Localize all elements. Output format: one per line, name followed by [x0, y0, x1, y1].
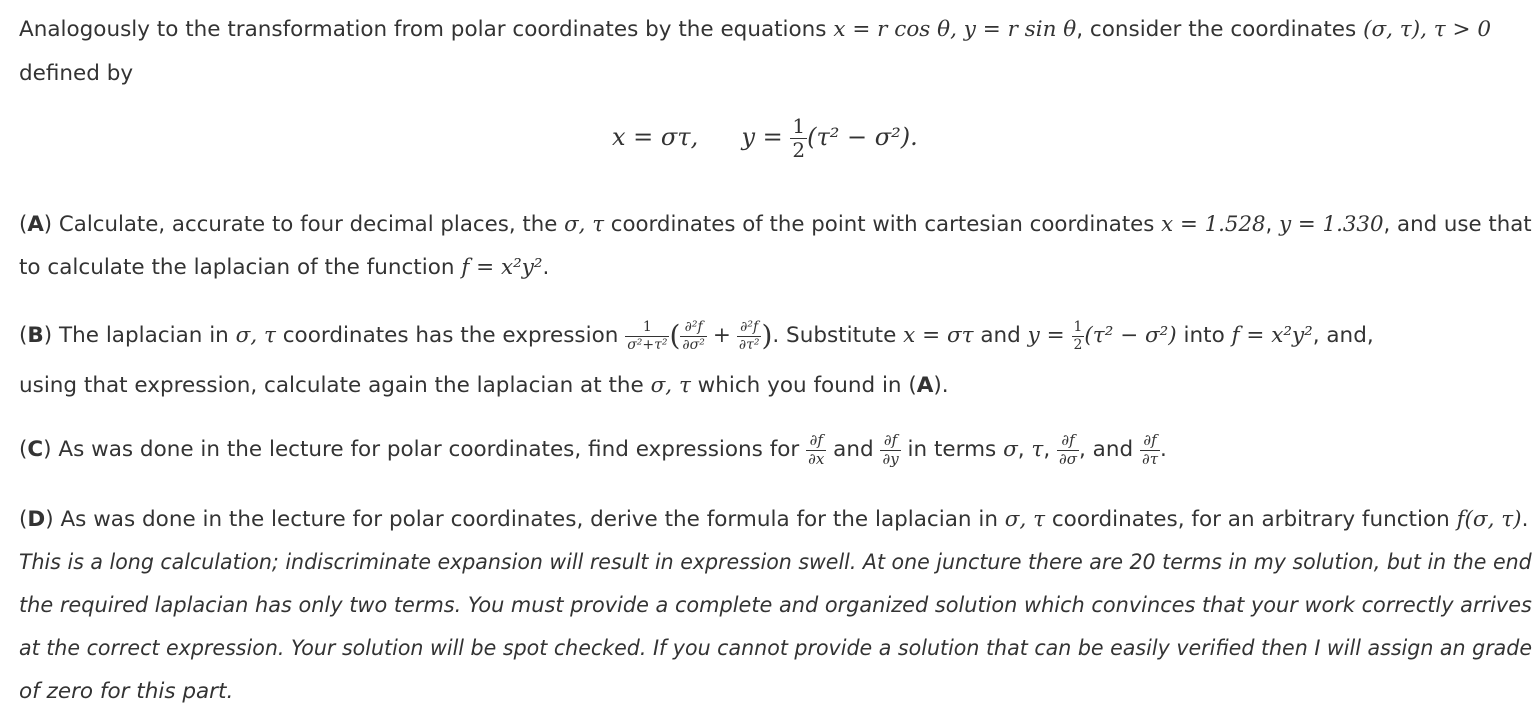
- part-d-label: D: [27, 507, 46, 532]
- part-c-text: and: [826, 437, 881, 462]
- sigma-tau: σ, τ: [1004, 507, 1046, 532]
- part-a-reference: A: [916, 373, 934, 398]
- part-b-line-1: (B) The laplacian in σ, τ coordinates has the expression $\frac{1}{\text{σ²+τ²}}$ ( $\frac{\text{∂²f}}{\text{∂σ²}}$ + $\frac{\text{∂²f}}{\text{∂τ²}}$ ). Substitute x = στ and y = $\frac{1}{2}$ (τ² − σ²) into f = x²y², and,: [19, 318, 1374, 353]
- period: .: [542, 255, 550, 280]
- part-c-line: (C) As was done in the lecture for polar coordinates, find expressions for $\frac{\partial f}{\partial x}$ and $\frac{\partial f}{\partial y}$ in terms σ, τ, $\frac{\partial f}{\partial\sigma}$ , and $\frac{\partial f}{\partial\tau}$ .: [19, 430, 1167, 468]
- part-a-line-1: (A) Calculate, accurate to four decimal places, the σ, τ coordinates of the point with cartesian coordinates x = 1.528, y = 1.330, and use that: [19, 212, 1532, 237]
- part-a-text: to calculate the laplacian of the function: [19, 255, 462, 280]
- part-b-text: . Substitute: [772, 323, 904, 348]
- part-d-note-1: This is a long calculation; indiscriminate expansion will result in expression swell. At one juncture there are 20 terms in my solution, but in the end: [19, 550, 1532, 575]
- half-fraction: $\frac{1}{2}$: [792, 114, 806, 162]
- y-equation-rhs: (τ² − σ²).: [807, 123, 918, 151]
- sigma-tau: σ, τ: [650, 373, 691, 398]
- transformation-equation: [612, 116, 918, 161]
- df-dx: $\frac{\partial f}{\partial x}$: [808, 430, 825, 468]
- part-d-note-3: at the correct expression. Your solution will be spot checked. If you cannot provide a solution that can be easily verified then I will assign an grade: [19, 636, 1533, 661]
- y-value: y = 1.330: [1279, 212, 1384, 237]
- sigma-tau: σ, τ: [564, 212, 604, 237]
- part-d-text: coordinates, for an arbitrary function: [1045, 507, 1457, 532]
- comma: ,: [1017, 437, 1032, 462]
- part-a-line-2: [19, 257, 549, 279]
- polar-equations: x = r cos θ, y = r sin θ: [833, 17, 1077, 42]
- part-a-text: , and use that: [1383, 212, 1532, 237]
- part-b-text: coordinates has the expression: [275, 323, 626, 348]
- function-f: f = x²y²: [1231, 323, 1313, 348]
- part-b-text: and: [973, 323, 1028, 348]
- x-value: x = 1.528: [1161, 212, 1266, 237]
- part-b-text: The laplacian in: [52, 323, 236, 348]
- y-equation-lhs: y =: [741, 123, 783, 151]
- function-f: f = x²y²: [461, 255, 543, 280]
- y-substitution-lhs: y =: [1027, 323, 1065, 348]
- part-d-note-2: the required laplacian has only two terms. You must provide a complete and organized solution which convinces that your work correctly arrives: [19, 593, 1532, 618]
- left-paren: (: [669, 319, 681, 352]
- sigma-tau: σ, τ: [235, 323, 276, 348]
- d2f-dtau2: $\frac{\text{∂²f}}{\text{∂τ²}}$: [738, 318, 760, 353]
- intro-text: Analogously to the transformation from polar coordinates by the equations: [19, 17, 834, 42]
- part-b-text: into: [1176, 323, 1232, 348]
- separator: ,: [1265, 212, 1280, 237]
- part-b-text: using that expression, calculate again the laplacian at the: [19, 373, 651, 398]
- sigma: σ: [1003, 437, 1018, 462]
- right-paren: ): [761, 319, 773, 352]
- intro-line-1: [19, 19, 1491, 41]
- coordinate-pair: (σ, τ), τ > 0: [1363, 17, 1492, 42]
- intro-text: defined by: [19, 61, 134, 86]
- period: .: [1521, 507, 1529, 532]
- x-substitution: x = στ: [903, 323, 974, 348]
- x-equation: x = στ,: [612, 123, 699, 151]
- function-f-sigma-tau: f(σ, τ): [1456, 507, 1522, 532]
- part-b-text: which you found in (: [690, 373, 917, 398]
- laplacian-factor: $\frac{1}{\text{σ²+τ²}}$: [627, 318, 668, 353]
- comma: ,: [1043, 437, 1057, 462]
- part-a-text: coordinates of the point with cartesian coordinates: [603, 212, 1162, 237]
- part-b-label: B: [27, 323, 44, 348]
- part-c-text: As was done in the lecture for polar coordinates, find expressions for: [51, 437, 807, 462]
- d2f-dsigma2: $\frac{\text{∂²f}}{\text{∂σ²}}$: [682, 318, 705, 353]
- part-d-line-1: (D) As was done in the lecture for polar coordinates, derive the formula for the laplacian in σ, τ coordinates, for an arbitrary function f(σ, τ).: [19, 507, 1529, 532]
- y-substitution-rhs: (τ² − σ²): [1084, 323, 1177, 348]
- intro-line-2: [19, 63, 133, 85]
- intro-text: , consider the coordinates: [1076, 17, 1364, 42]
- part-d-text: As was done in the lecture for polar coordinates, derive the formula for the laplacian in: [53, 507, 1005, 532]
- part-d-note-4: of zero for this part.: [19, 679, 234, 704]
- df-dsigma: $\frac{\partial f}{\partial\sigma}$: [1059, 430, 1077, 468]
- part-b-text: ).: [933, 373, 949, 398]
- part-c-text: in terms: [900, 437, 1004, 462]
- part-a-label: A: [27, 212, 44, 237]
- part-c-label: C: [27, 437, 44, 462]
- period: .: [1160, 437, 1167, 462]
- df-dy: $\frac{\partial f}{\partial y}$: [882, 430, 899, 468]
- part-c-text: , and: [1079, 437, 1140, 462]
- part-a-text: Calculate, accurate to four decimal places, the: [52, 212, 565, 237]
- part-b-text: , and,: [1312, 323, 1374, 348]
- plus-sign: +: [712, 323, 731, 348]
- df-dtau: $\frac{\partial f}{\partial\tau}$: [1141, 430, 1159, 468]
- part-b-line-2: [19, 375, 949, 397]
- half-fraction: $\frac{1}{2}$: [1073, 318, 1083, 353]
- tau: τ: [1031, 437, 1044, 462]
